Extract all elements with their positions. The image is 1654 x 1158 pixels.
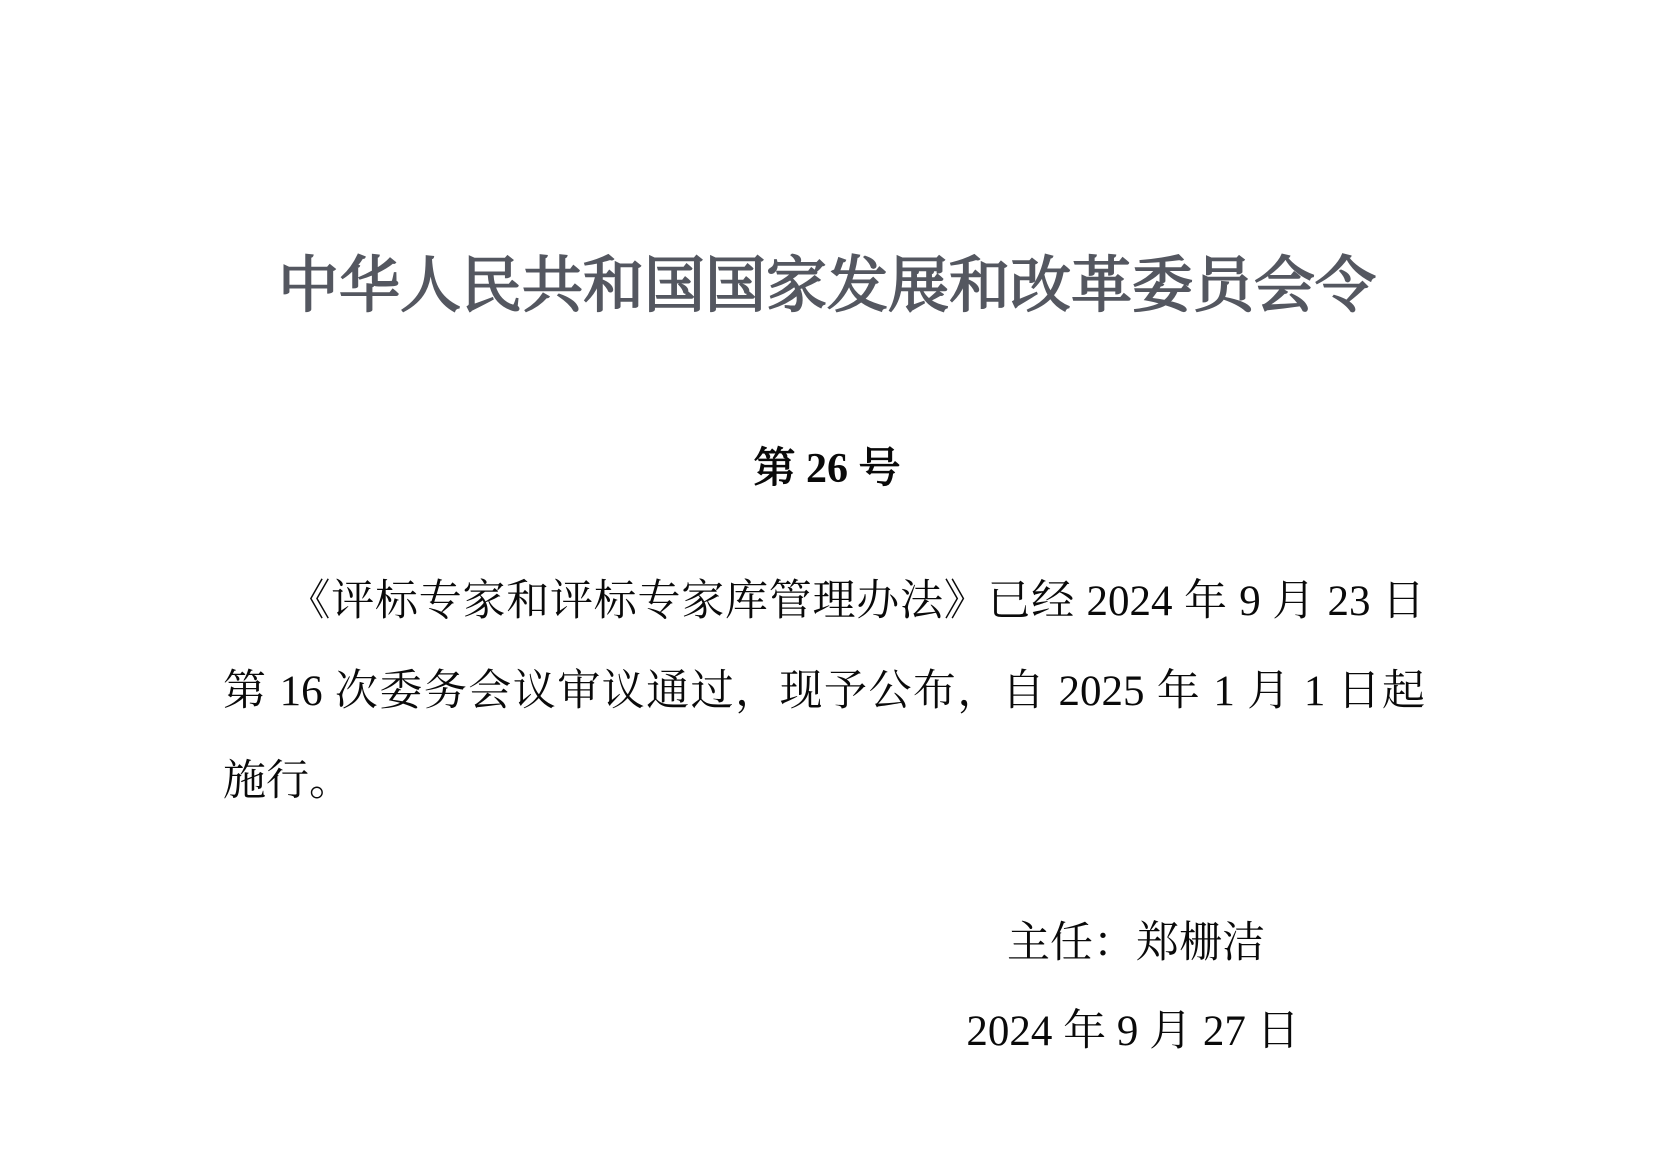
body-paragraph: 《评标专家和评标专家库管理办法》已经 2024 年 9 月 23 日第 16 次委务会议审议通过，现予公布，自 2025 年 1 月 1 日起施行。 xyxy=(223,578,1425,805)
order-number: 第 26 号 xyxy=(753,446,901,492)
date-line: 2024 年 9 月 27 日 xyxy=(966,1008,1300,1055)
signature-line: 主任：郑栅洁 xyxy=(1007,920,1265,967)
document-title: 中华人民共和国国家发展和改革委员会令 xyxy=(277,251,1376,319)
